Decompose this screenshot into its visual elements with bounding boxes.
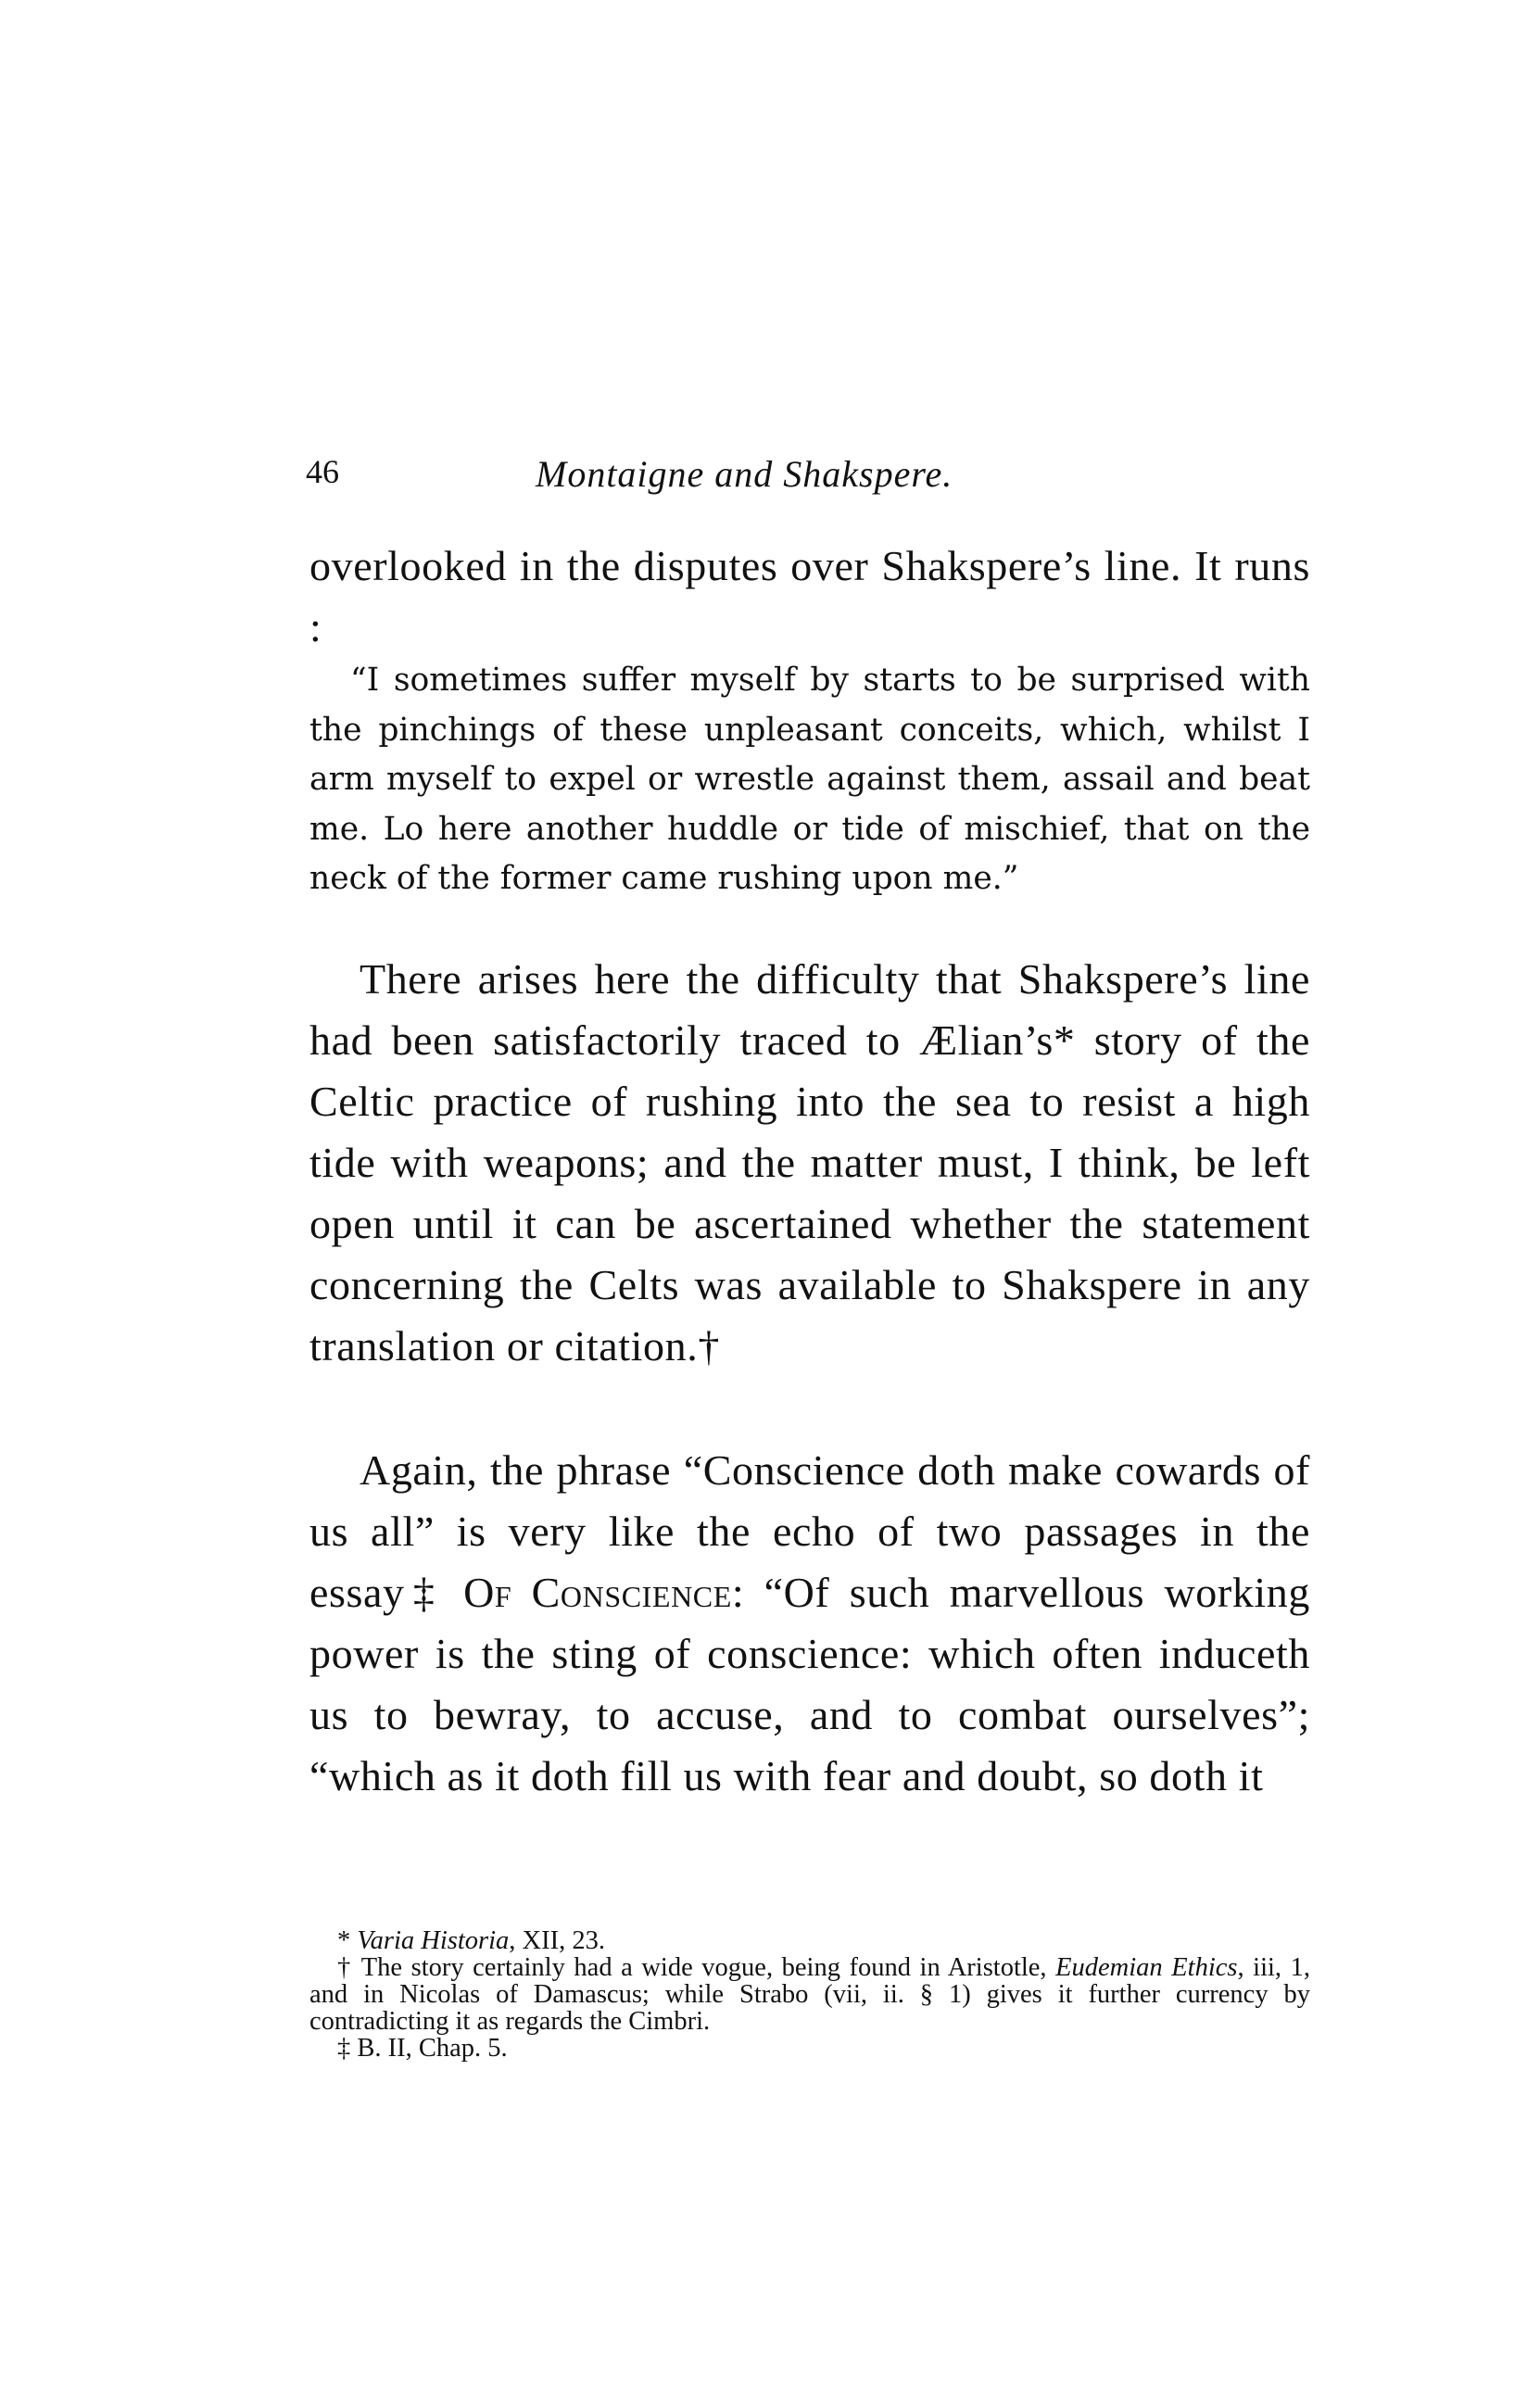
footnote-text: B. II, Chap. 5.: [357, 2034, 508, 2063]
footnote-marker: ‡: [337, 2034, 351, 2063]
paragraph: There arises here the difficulty that Shakspere’s line had been satisfactorily traced to Ælian’s* story of the Celtic practice of rushing into the sea to resist a high tide with weapons; and the matter must, I think, be left open until it can be ascertained whether the statement concerning the Celts was available to Shakspere in any translation or citation.†: [309, 955, 1310, 1369]
footnote-text: , iii, 1, and in Nicolas of Damascus; while Strabo (vii, ii. § 1) gives it further currency by contradicting it as regards the Cimbri.: [309, 1953, 1310, 2036]
paragraph-text: Again, the phrase “Conscience doth make cowards of us all” is very like the echo of two passages in the essay‡: [309, 1446, 1310, 1616]
footnote-marker: *: [337, 1926, 351, 1955]
paragraph: [309, 1440, 1310, 1807]
footnote-text: The story certainly had a wide vogue, being found in Aristotle,: [360, 1953, 1047, 1982]
page-number: 46: [306, 453, 339, 490]
footnote-title: Varia Historia: [357, 1926, 510, 1955]
paragraph-continued: overlooked in the disputes over Shakspere’s line. It runs :: [309, 542, 1310, 650]
block-quote: “I sometimes suffer myself by starts to be surprised with the pinchings of these unpleasant conceits, which, whilst I arm myself to expel or wrestle against them, assail and beat me. Lo here another huddle or tide of mischief, that on the neck of the former came rushing upon me.”: [309, 662, 1310, 897]
footnote: [309, 1927, 1310, 1954]
running-title: Montaigne and Shakspere.: [536, 453, 953, 495]
paragraph-text: : “Of such marvellous working power is the sting of conscience: which often induceth us to bewray, to accuse, and to combat ourselves”; “which as it doth fill us with fear and doubt, so doth it: [309, 1569, 1311, 1799]
footnote: [309, 2035, 1310, 2062]
footnote-text: , XII, 23.: [509, 1926, 605, 1955]
footnote-title: Eudemian Ethics: [1055, 1953, 1238, 1982]
footnote: [309, 1954, 1310, 2035]
footnotes: [309, 1927, 1310, 2062]
page-header: [306, 452, 1306, 508]
footnote-marker: †: [337, 1953, 353, 1982]
essay-title: Of Conscience: [463, 1569, 732, 1616]
